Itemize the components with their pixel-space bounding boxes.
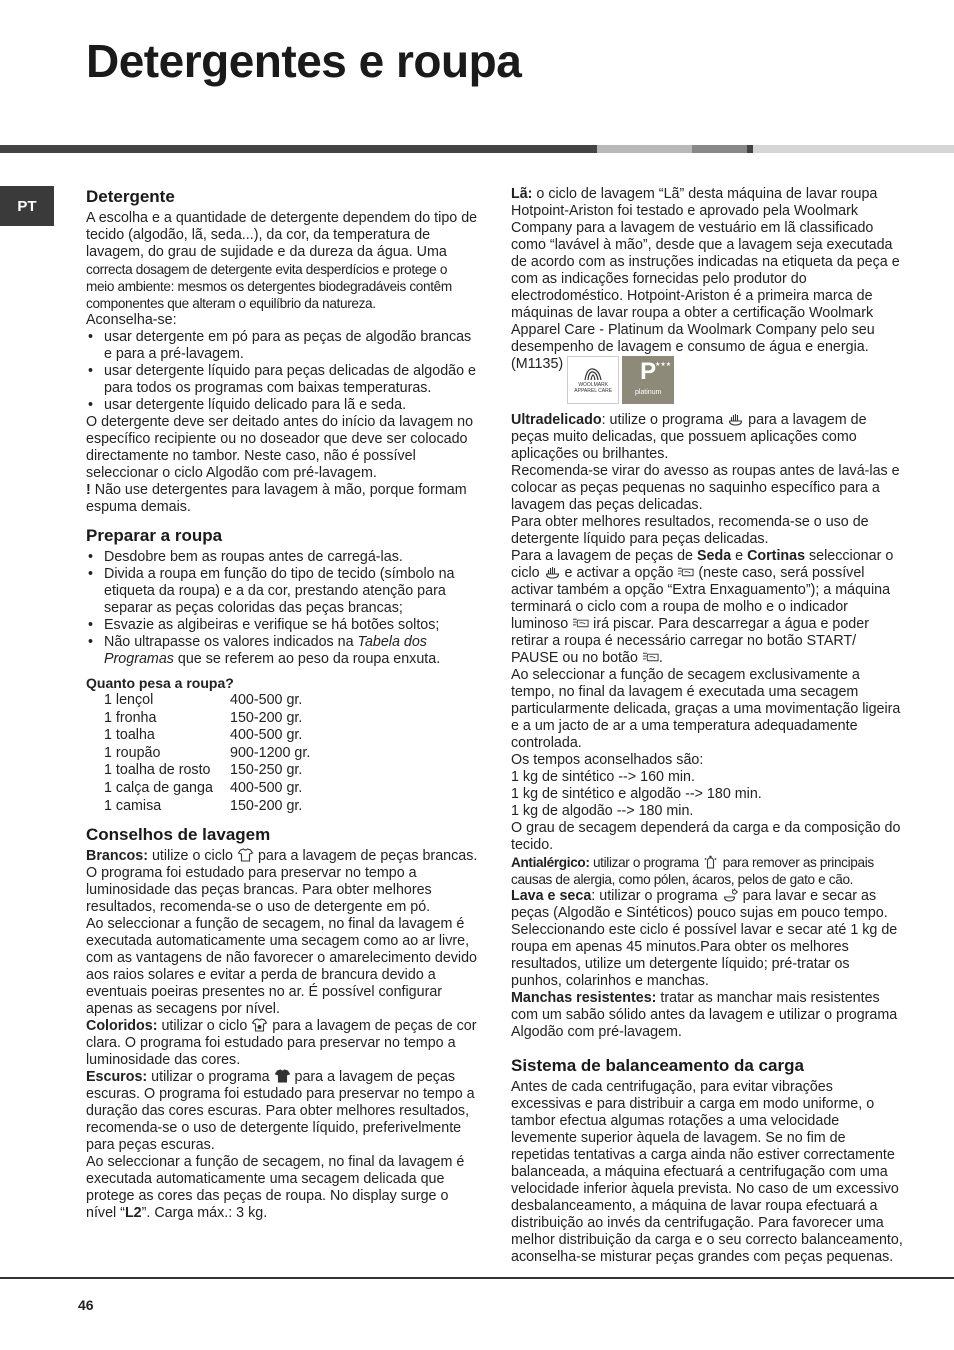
weight-value: 400-500 gr. xyxy=(230,779,303,796)
la-paragraph xyxy=(511,186,903,404)
grau-paragraph: O grau de secagem dependerá da carga e da composição do tecido. xyxy=(511,820,901,853)
platinum-logo xyxy=(622,356,674,404)
anti-crease-icon xyxy=(572,616,589,630)
weight-item: 1 fronha xyxy=(104,709,157,726)
list-item: • usar detergente líquido delicado para lã e seda. xyxy=(86,397,478,414)
weight-item: 1 toalha de rosto xyxy=(104,762,211,779)
detergente-heading: Detergente xyxy=(86,187,175,206)
warning-text: Não use detergentes para lavagem à mão, porque formam espuma demais. xyxy=(86,482,467,515)
hand-wash-icon xyxy=(544,565,561,579)
detergente-advice: Aconselha-se: xyxy=(86,312,177,328)
escuros-label: Escuros: xyxy=(86,1069,148,1086)
coloridos-paragraph xyxy=(86,1018,478,1069)
brancos-label: Brancos: xyxy=(86,848,148,865)
anti-allergy-icon xyxy=(702,855,719,869)
program-table-ref: Tabela dos Programas xyxy=(104,634,427,667)
text-fragment: ”. Carga máx.: 3 kg. xyxy=(141,1205,268,1222)
list-item: • Desdobre bem as roupas antes de carregá-las. xyxy=(86,549,478,566)
weight-value: 900-1200 gr. xyxy=(230,744,311,761)
table-row xyxy=(104,745,310,763)
right-column xyxy=(511,186,903,1266)
text-fragment: Não ultrapasse os valores indicados na xyxy=(104,634,358,650)
manchas-paragraph xyxy=(511,990,903,1041)
table-row xyxy=(104,762,310,780)
conselhos-heading: Conselhos de lavagem xyxy=(86,825,271,845)
ultra-label: Ultradelicado xyxy=(511,412,602,428)
ultra-recommend: Recomenda-se virar do avesso as roupas antes de lavá-las e colocar as peças pequenas no saquinho específico para a lavagem das peças delicadas. xyxy=(511,463,900,513)
ultra-detergent: Para obter melhores resultados, recomenda-se o uso de detergente líquido para peças delicadas. xyxy=(511,514,869,547)
header-rule-pale xyxy=(753,145,954,153)
text-fragment: : utilizar o programa xyxy=(591,888,722,904)
woolmark-logo xyxy=(567,356,619,404)
weight-item: 1 roupão xyxy=(104,744,161,761)
weight-item: 1 camisa xyxy=(104,797,162,814)
tempos-line: 1 kg de sintético e algodão --> 180 min. xyxy=(511,786,762,802)
footer-rule xyxy=(0,1277,954,1279)
seda-label: Seda xyxy=(696,548,732,564)
woolmark-text: WOOLMARK APPAREL CARE xyxy=(574,382,613,394)
text-fragment: utilizar o programa xyxy=(147,1069,274,1086)
table-row xyxy=(104,727,310,745)
table-row xyxy=(104,780,310,798)
whites-cycle-icon xyxy=(237,848,254,862)
list-item: • Divida a roupa em função do tipo de tecido (símbolo na etiqueta da roupa) e a da cor, prestando atenção para separar as peças coloridas das peças brancas; xyxy=(86,566,478,617)
colours-cycle-icon xyxy=(251,1018,268,1032)
text-fragment: para a lavagem de peças brancas. O programa foi estudado para preservar no tempo a luminosidade das peças brancas. Para obter melhores resultados, recomenda-se o uso de detergente em pó. xyxy=(86,848,478,916)
table-row xyxy=(104,798,310,816)
tempos-line: Os tempos aconselhados são: xyxy=(511,752,704,768)
balance-heading: Sistema de balanceamento da carga xyxy=(511,1056,804,1075)
seda-paragraph xyxy=(511,548,903,667)
detergente-list xyxy=(86,329,478,414)
weight-value: 150-200 gr. xyxy=(230,709,303,726)
hand-wash-icon xyxy=(727,412,744,426)
text-fragment: (neste caso, será possível activar também a opção “Extra Enxaguamento”); a máquina terminará o ciclo com a roupa de molho e o indicador luminoso xyxy=(511,565,891,632)
brancos-paragraph xyxy=(86,848,478,916)
list-item xyxy=(86,634,478,668)
weight-value: 400-500 gr. xyxy=(230,692,303,708)
platinum-text: platinum xyxy=(634,388,662,396)
weight-value: 150-200 gr. xyxy=(230,797,303,814)
language-tab: PT xyxy=(0,186,54,226)
text-fragment: tratar as manchar mais resistentes com um sabão sólido antes da lavagem e utilizar o programa Algodão com pré-lavagem. xyxy=(511,990,898,1040)
header-rule-mid xyxy=(692,145,747,153)
tempos-line: 1 kg de algodão --> 180 min. xyxy=(511,803,694,819)
tempos-line: 1 kg de sintético --> 160 min. xyxy=(511,769,695,785)
detergente-paragraph: O detergente deve ser deitado antes do início da lavagem no específico recipiente ou no doseador que deve ser colocado directamente no tambor. Neste caso, não é possível seleccionar o ciclo Algodão com pré-lavagem. xyxy=(86,414,474,481)
detergente-intro: A escolha e a quantidade de detergente dependem do tipo de tecido (algodão, lã, seda...), da cor, da temperatura de lavagem, do grau de sujidade e da dureza da água. Uma xyxy=(86,210,478,260)
text-fragment: que se referem ao peso da roupa enxuta. xyxy=(173,651,441,667)
level-value: L2 xyxy=(124,1205,142,1222)
balance-paragraph: Antes de cada centrifugação, para evitar vibrações excessivas e para distribuir a carga em modo uniforme, o tambor efectua algumas rotações a uma velocidade levemente superior àquela de lavagem. Se no fim de repetidas tentativas a carga ainda não estiver correctamente balanceada, a máquina efectuará a centrifugação com uma velocidade inferior àquela prevista. No caso de um excessivo desbalanceamento, a máquina de lavar roupa efectuará a distribuição ao invés da centrifugação. Para favorecer uma melhor distribuição da carga e o seu correcto balanceamento, aconselha-se misturar peças grandes com peças pequenas. xyxy=(511,1079,903,1265)
header-rule-light xyxy=(597,145,692,153)
text-fragment: utilize o ciclo xyxy=(147,848,237,865)
text-fragment: . xyxy=(658,650,663,666)
brancos-drying: Ao seleccionar a função de secagem, no final da lavagem é executada automaticamente uma secagem como ao ar livre, com as vantagens de não favorecer o amarelecimento devido aos raios solares e evitar a perda de brancura devido a eventuais poeiras presentes no ar. É possível configurar apenas as secagens por nível. xyxy=(86,916,478,1018)
weights-table xyxy=(104,692,310,815)
escuros-paragraph xyxy=(86,1069,478,1154)
list-item: • Esvazie as algibeiras e verifique se há botões soltos; xyxy=(86,617,478,634)
text-fragment: : utilize o programa xyxy=(601,412,728,428)
text-fragment: para a lavagem de peças escuras. O programa foi estudado para preservar no tempo a duração das cores escuras. Para obter melhores resultados, recomenda-se o uso de detergente líquido, preferivelmente para peças escuras. xyxy=(86,1069,475,1154)
text-fragment: seleccionar o ciclo xyxy=(511,548,894,581)
text-fragment: utilizar o ciclo xyxy=(157,1018,252,1035)
warning-mark: ! xyxy=(86,482,91,498)
weight-value: 150-250 gr. xyxy=(230,762,303,779)
secagem-paragraph: Ao seleccionar a função de secagem exclusivamente a tempo, no final da lavagem é executada uma secagem particularmente delicada, graças a uma movimentação ligeira e a um jacto de ar a uma temperatura adequadamente controlada. xyxy=(511,667,901,751)
weight-item: 1 toalha xyxy=(104,727,155,744)
list-item: • usar detergente líquido para peças delicadas de algodão e para todos os programas com baixas temperaturas. xyxy=(86,363,478,397)
detergente-warning xyxy=(86,482,478,516)
lava-seca-paragraph xyxy=(511,888,903,990)
header-rule-dark xyxy=(0,145,597,153)
cortinas-label: Cortinas xyxy=(747,548,806,564)
text-fragment: para lavar e secar as peças (Algodão e Sintéticos) pouco sujas em pouco tempo. Seleccionando este ciclo é possível lavar e secar até 1 kg de roupa em apenas 45 minutos.Para obter os melhores resultados, utilize um detergente líquido; pré-tratar os punhos, colarinhos e manchas. xyxy=(511,888,898,989)
preparar-list xyxy=(86,549,478,668)
weight-item: 1 lençol xyxy=(104,692,154,708)
page-title: Detergentes e roupa xyxy=(86,35,522,87)
detergente-intro-small: correcta dosagem de detergente evita desperdícios e protege o meio ambiente: mesmos os detergentes biodegradáveis contêm componentes que alteram o equilíbrio da natureza. xyxy=(86,262,452,311)
text-fragment: irá piscar. Para descarregar a água e poder retirar a roupa é necessário carregar no botão START/ PAUSE ou no botão xyxy=(511,616,869,666)
platinum-stars: ★★★ xyxy=(655,362,672,368)
la-label: Lã: xyxy=(511,186,533,202)
text-fragment: Para a lavagem de peças de xyxy=(511,548,697,564)
text-fragment: utilizar o programa xyxy=(589,855,703,870)
text-fragment: e activar a opção xyxy=(560,565,678,581)
anti-crease-icon xyxy=(677,565,694,579)
anti-crease-icon xyxy=(642,650,659,664)
text-fragment: e xyxy=(731,548,748,564)
list-item: • usar detergente em pó para as peças de algodão brancas e para a pré-lavagem. xyxy=(86,329,478,363)
page-number: 46 xyxy=(78,1297,94,1313)
antialergico-paragraph xyxy=(511,854,903,888)
coloridos-label: Coloridos: xyxy=(86,1018,158,1035)
escuros-drying xyxy=(86,1154,478,1222)
lava-seca-label: Lava e seca xyxy=(511,888,592,904)
weights-heading: Quanto pesa a roupa? xyxy=(86,675,234,691)
weight-value: 400-500 gr. xyxy=(230,727,303,744)
wash-dry-icon xyxy=(722,888,739,902)
table-row xyxy=(104,710,310,728)
preparar-heading: Preparar a roupa xyxy=(86,526,223,545)
table-row xyxy=(104,692,310,710)
antialergico-label: Antialérgico: xyxy=(511,855,590,870)
ultra-paragraph xyxy=(511,412,903,463)
weight-item: 1 calça de ganga xyxy=(104,779,213,796)
text-fragment: para a lavagem de peças de cor clara. O programa foi estudado para preservar no tempo a luminosidade das cores. xyxy=(86,1018,477,1069)
text-fragment: para a lavagem de peças muito delicadas, que possuem aplicações como aplicações ou brilhantes. xyxy=(511,412,867,462)
manchas-label: Manchas resistentes: xyxy=(511,990,657,1006)
text-fragment: Ao seleccionar a função de secagem, no final da lavagem é executada automaticamente uma secagem delicada que protege as cores das peças de roupa. No display surge o nível “ xyxy=(86,1154,465,1222)
darks-cycle-icon xyxy=(274,1069,291,1083)
text-fragment: para remover as principais causas de alergia, como pólen, ácaros, pelos de gato e cão. xyxy=(511,855,874,887)
platinum-letter: P xyxy=(640,357,657,385)
text-fragment: o ciclo de lavagem “Lã” desta máquina de lavar roupa Hotpoint-Ariston foi testado e aprovado pela Woolmark Company para a lavagem de vestuário em lã classificado como “lavável à mão”, desde que a lavagem seja executada de acordo com as instruções indicadas na etiqueta da peça e com as indicações fornecidas pelo produtor do electrodoméstico. Hotpoint-Ariston é a primeira marca de máquinas de lavar roupa a obter a certificação Woolmark Apparel Care - Platinum da Woolmark Company pelo seu desempenho de lavagem e consumo de água e energia. (M1135) xyxy=(511,186,900,372)
certification-logos xyxy=(567,356,674,404)
left-column xyxy=(86,186,478,1222)
